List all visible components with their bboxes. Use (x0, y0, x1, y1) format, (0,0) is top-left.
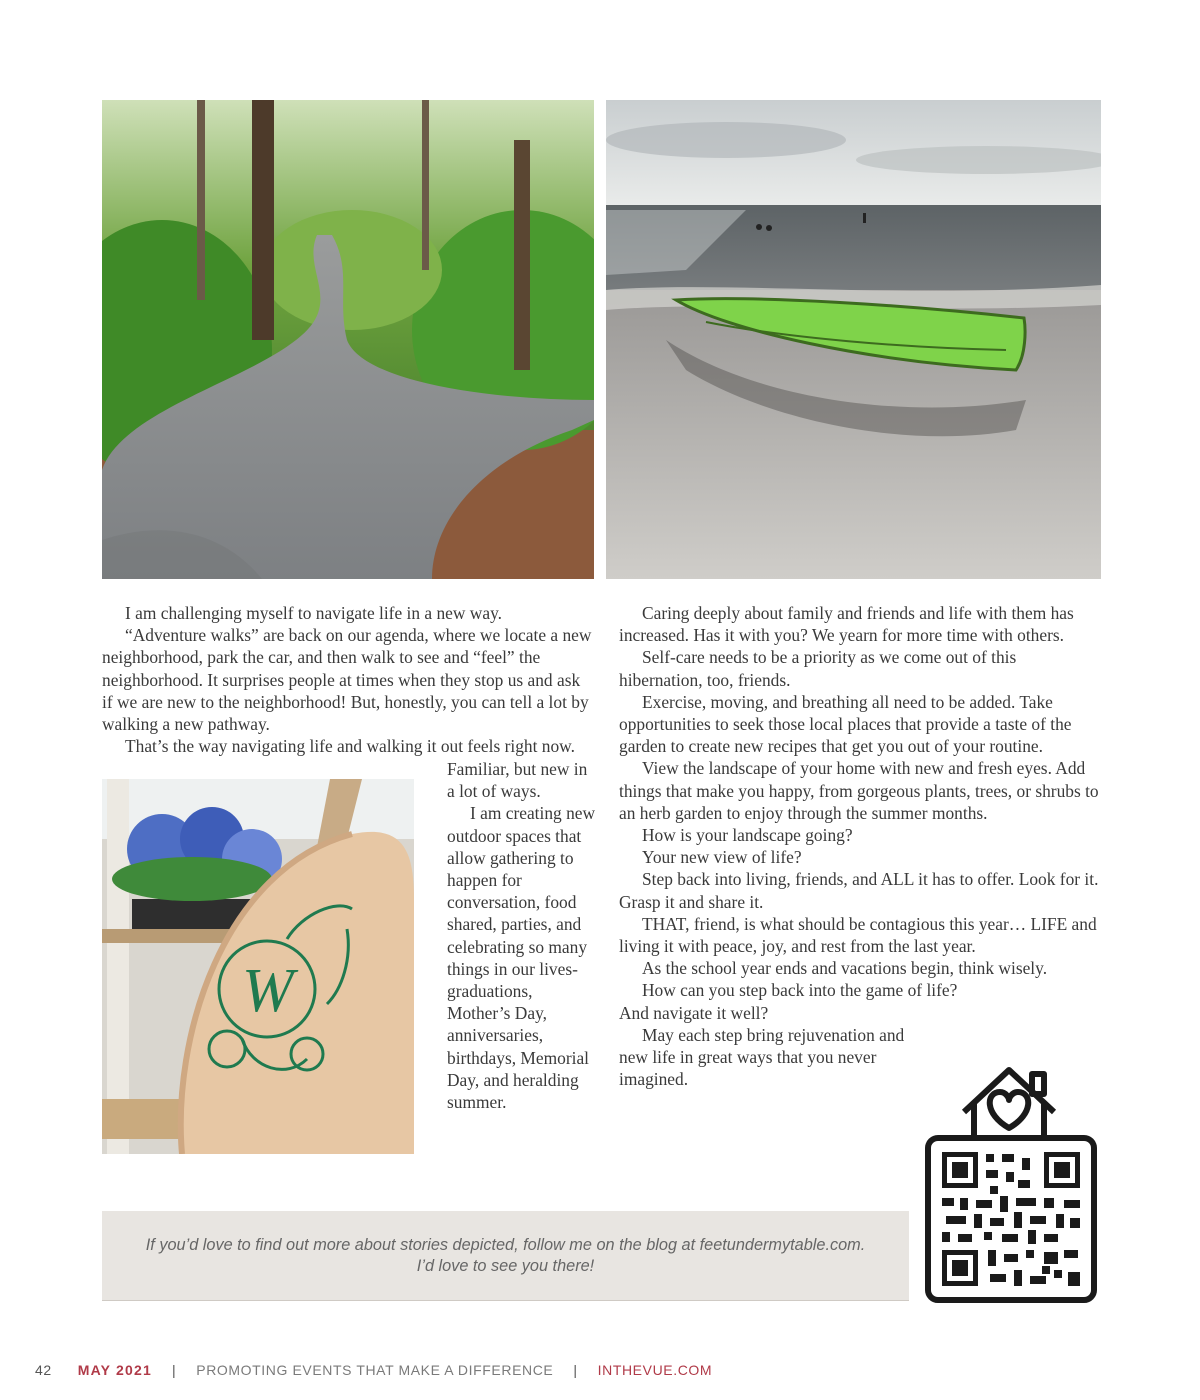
page-footer (35, 1360, 712, 1380)
issue-date: MAY 2021 (77, 1362, 152, 1378)
article-right (619, 602, 1103, 1090)
blog-callout (102, 1211, 909, 1301)
footer-site-link[interactable]: INTHEVUE.COM (597, 1362, 713, 1378)
paragraph: Your new view of life? (642, 847, 802, 868)
page-number: 42 (35, 1362, 52, 1378)
paragraph: How is your landscape going? (642, 825, 853, 846)
paragraph: THAT, friend, is what should be contagious this year… LIFE and living it with peace, joy, and rest from the last year. (619, 913, 1097, 957)
footer-separator: | (573, 1362, 578, 1378)
paragraph: As the school year ends and vacations begin, think wisely. (642, 958, 1048, 979)
trail-photo (102, 100, 594, 579)
paragraph: I am creating new outdoor spaces that allow gathering to happen for conversation, food shared, parties, and celebrating so many things in our lives- graduations, Mother’s Day, anniversaries, birthdays, Memorial Day, and heralding summer. (447, 803, 596, 1113)
paragraph: Exercise, moving, and breathing all need to be added. Take opportunities to seek those local places that provide a taste of the garden to create new recipes that get you out of your routine. (619, 691, 1072, 757)
paragraph: Self-care needs to be a priority as we come out of this hibernation, too, friends. (619, 647, 1017, 690)
house-heart-qr-icon[interactable] (924, 1062, 1098, 1304)
callout-line-1: If you’d love to find out more about stories depicted, follow me on the blog at feetundermytable.com. (145, 1235, 866, 1254)
paragraph: I am challenging myself to navigate life in a new way. (125, 603, 502, 623)
paragraph: May each step bring rejuvenation and new life in great ways that you never imagined. (619, 1024, 905, 1090)
paragraph: Caring deeply about family and friends and life with them has increased. Has it with you? We yearn for more time with others. (619, 603, 1074, 646)
footer-tagline: PROMOTING EVENTS THAT MAKE A DIFFERENCE (196, 1362, 554, 1378)
callout-line-2: I’d love to see you there! (416, 1256, 595, 1275)
paragraph: “Adventure walks” are back on our agenda, where we locate a new neighborhood, park the car, and then walk to see and “feel” the neighborhood. It surprises people at times when they stop us and ask if we are new to the neighborhood! But, honestly, you can tell a lot by walking a new pathway. (102, 625, 592, 735)
article-left-narrow (447, 758, 597, 1113)
pillow-photo (102, 779, 414, 1154)
paragraph: That’s the way navigating life and walking it out feels right now. (125, 736, 575, 757)
paragraph: Familiar, but new in a lot of ways. (447, 759, 588, 802)
paragraph: View the landscape of your home with new and fresh eyes. Add things that make you happy, from gorgeous plants, trees, or shrubs to an herb garden to enjoy through the summer months. (619, 758, 1099, 823)
footer-separator: | (172, 1362, 177, 1378)
paragraph: Step back into living, friends, and ALL it has to offer. Look for it. Grasp it and share it. (619, 869, 1099, 912)
pillow-monogram: W (242, 957, 294, 1025)
article-left-top (102, 602, 594, 757)
paragraph: How can you step back into the game of life? And navigate it well? (619, 980, 958, 1023)
kayak-photo (606, 100, 1101, 579)
